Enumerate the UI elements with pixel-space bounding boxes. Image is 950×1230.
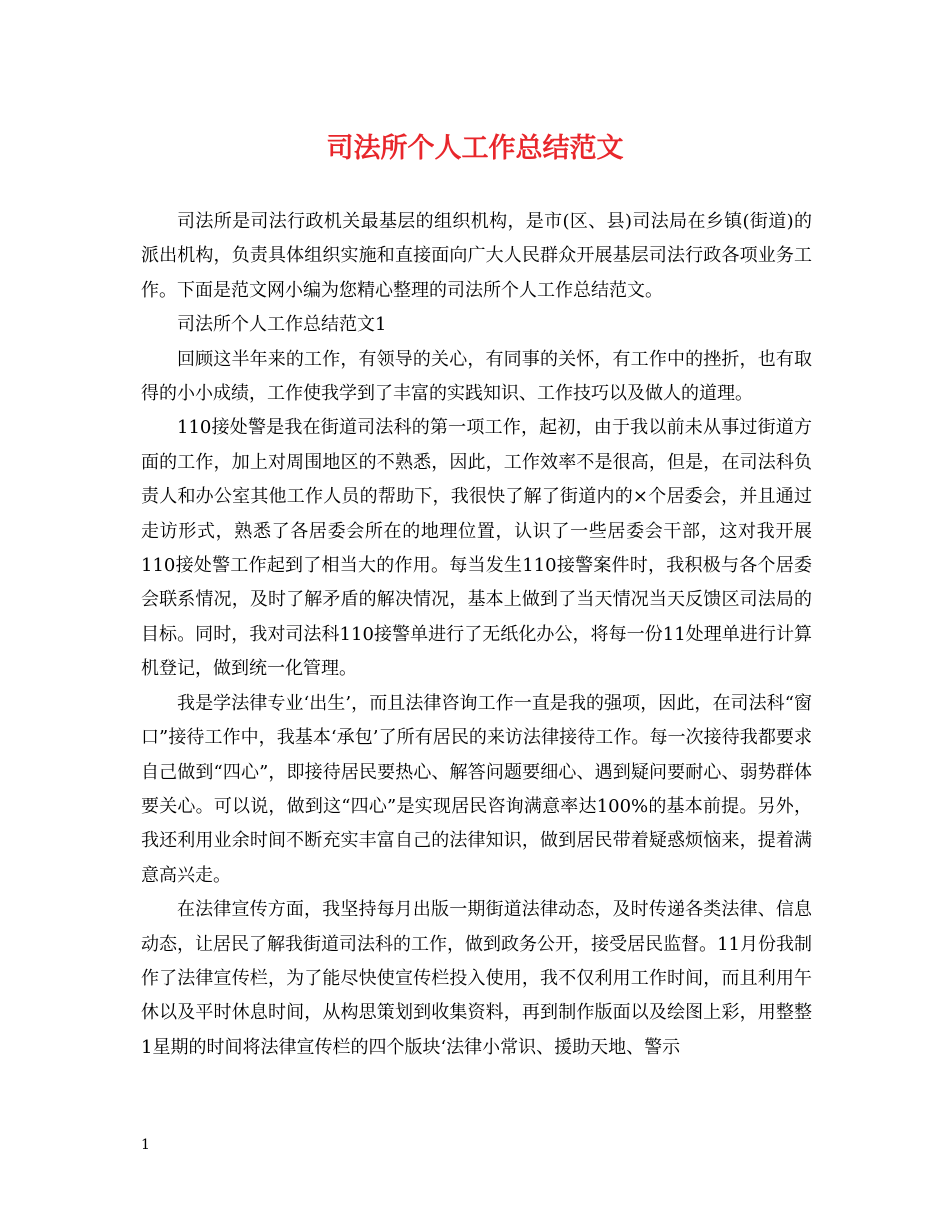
document-title: 司法所个人工作总结范文: [326, 133, 624, 164]
paragraph-legal-publicity: 在法律宣传方面，我坚持每月出版一期街道法律动态，及时传递各类法律、信息动态，让居民了解我街道司法科的工作，做到政务公开，接受居民监督。11月份我制作了法律宣传栏，为了能尽快使宣传栏投入使用，我不仅利用工作时间，而且利用午休以及平时休息时间，从构思策划到收集资料，再到制作版面以及绘图上彩，用整整1星期的时间将法律宣传栏的四个版块‘法律小常识、援助天地、警示: [141, 899, 812, 1058]
document-body: [141, 205, 812, 1065]
paragraph-110-response: 110接处警是我在街道司法科的第一项工作，起初，由于我以前未从事过街道方面的工作，加上对周围地区的不熟悉，因此，工作效率不是很高，但是，在司法科负责人和办公室其他工作人员的帮助下，我很快了解了街道内的×个居委会，并且通过走访形式，熟悉了各居委会所在的地理位置，认识了一些居委会干部，这对我开展110接处警工作起到了相当大的作用。每当发生110接警案件时，我积极与各个居委会联系情况，及时了解矛盾的解决情况，基本上做到了当天情况当天反馈区司法局的目标。同时，我对司法科110接警单进行了无纸化办公，将每一份11处理单进行计算机登记，做到统一化管理。: [141, 417, 812, 680]
page-number: 1: [141, 1137, 150, 1153]
paragraph-intro: 司法所是司法行政机关最基层的组织机构，是市(区、县)司法局在乡镇(街道)的派出机构，负责具体组织实施和直接面向广大人民群众开展基层司法行政各项业务工作。下面是范文网小编为您精心整理的司法所个人工作总结范文。: [141, 211, 812, 301]
paragraph-review: 回顾这半年来的工作，有领导的关心，有同事的关怀，有工作中的挫折，也有取得的小小成绩，工作使我学到了丰富的实践知识、工作技巧以及做人的道理。: [141, 348, 812, 405]
paragraph-legal-consultation: 我是学法律专业‘出生’，而且法律咨询工作一直是我的强项，因此，在司法科“窗口”接待工作中，我基本‘承包’了所有居民的来访法律接待工作。每一次接待我都要求自己做到“四心”，即接待居民要热心、解答问题要细心、遇到疑问要耐心、弱势群体要关心。可以说，做到这“四心”是实现居民咨询满意率达100%的基本前提。另外，我还利用业余时间不断充实丰富自己的法律知识，做到居民带着疑惑烦恼来，提着满意高兴走。: [141, 692, 812, 886]
section-heading: 司法所个人工作总结范文1: [177, 314, 387, 336]
